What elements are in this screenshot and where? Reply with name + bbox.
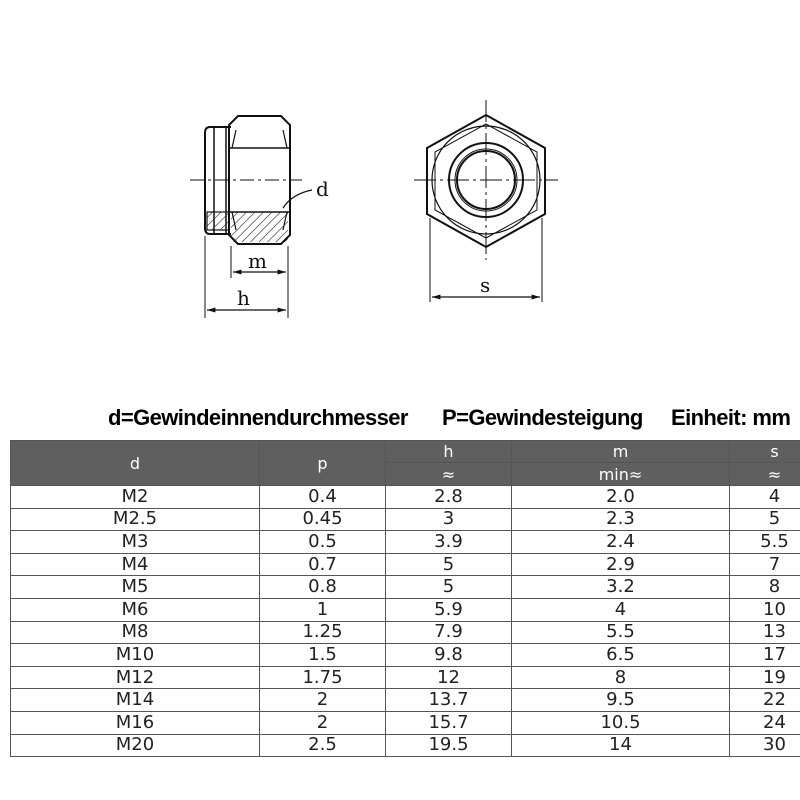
cell-m: 8 [512,666,730,689]
label-d: d [316,177,329,201]
cell-h: 2.8 [386,486,512,509]
header-m-sub: min≈ [512,463,730,486]
table-row [11,689,800,712]
label-m: m [248,249,267,273]
cell-d: M2 [11,486,260,509]
cell-m: 9.5 [512,689,730,712]
cell-s: 5 [730,508,800,531]
table-row [11,531,800,554]
header-d: d [11,441,260,486]
cell-s: 7 [730,553,800,576]
cell-s: 8 [730,576,800,599]
cell-d: M12 [11,666,260,689]
cell-h: 9.8 [386,644,512,667]
cell-s: 10 [730,598,800,621]
cell-h: 19.5 [386,734,512,757]
header-p: p [260,441,386,486]
legend-unit: Einheit: mm [671,405,791,430]
cell-d: M20 [11,734,260,757]
cell-m: 2.3 [512,508,730,531]
cell-h: 7.9 [386,621,512,644]
header-s: s [730,441,800,463]
cell-p: 1 [260,598,386,621]
cell-d: M16 [11,711,260,734]
top-view [414,100,558,302]
table-row [11,644,800,667]
cell-p: 1.5 [260,644,386,667]
cell-p: 0.45 [260,508,386,531]
cell-d: M4 [11,553,260,576]
cell-s: 19 [730,666,800,689]
section-hatch-insert [207,212,229,230]
cell-h: 5 [386,576,512,599]
cell-h: 13.7 [386,689,512,712]
cell-d: M10 [11,644,260,667]
cell-p: 0.8 [260,576,386,599]
cell-d: M8 [11,621,260,644]
cell-d: M2.5 [11,508,260,531]
cell-m: 2.4 [512,531,730,554]
cell-m: 4 [512,598,730,621]
cell-p: 0.4 [260,486,386,509]
cell-m: 14 [512,734,730,757]
legend-d-definition: d=Gewindeinnendurchmesser [108,405,408,430]
table-row [11,486,800,509]
table-row [11,553,800,576]
header-m: m [512,441,730,463]
cell-s: 22 [730,689,800,712]
cell-h: 5 [386,553,512,576]
cell-s: 5.5 [730,531,800,554]
table-row [11,666,800,689]
cell-s: 17 [730,644,800,667]
cell-h: 12 [386,666,512,689]
table-row [11,508,800,531]
cell-s: 30 [730,734,800,757]
cell-h: 5.9 [386,598,512,621]
nut-technical-drawing [0,0,800,380]
cell-m: 10.5 [512,711,730,734]
cell-m: 3.2 [512,576,730,599]
table-row [11,576,800,599]
table-row [11,734,800,757]
header-h-sub: ≈ [386,463,512,486]
cell-p: 2.5 [260,734,386,757]
cell-p: 0.5 [260,531,386,554]
legend-p-definition: P=Gewindesteigung [442,405,643,430]
table-row [11,621,800,644]
cell-m: 5.5 [512,621,730,644]
cell-d: M6 [11,598,260,621]
dimension-table [10,440,800,757]
cell-p: 2 [260,711,386,734]
table-row [11,711,800,734]
table-row [11,598,800,621]
cell-h: 3 [386,508,512,531]
cell-p: 0.7 [260,553,386,576]
section-hatch-body [231,212,288,242]
cell-s: 24 [730,711,800,734]
cell-h: 15.7 [386,711,512,734]
side-view [190,116,312,318]
header-h: h [386,441,512,463]
cell-p: 1.25 [260,621,386,644]
table-body [11,486,800,757]
cell-h: 3.9 [386,531,512,554]
header-s-sub: ≈ [730,463,800,486]
cell-m: 2.9 [512,553,730,576]
cell-d: M3 [11,531,260,554]
cell-p: 1.75 [260,666,386,689]
label-s: s [480,273,491,297]
label-h: h [237,286,250,310]
cell-s: 13 [730,621,800,644]
cell-p: 2 [260,689,386,712]
cell-d: M14 [11,689,260,712]
cell-d: M5 [11,576,260,599]
cell-m: 2.0 [512,486,730,509]
cell-m: 6.5 [512,644,730,667]
cell-s: 4 [730,486,800,509]
